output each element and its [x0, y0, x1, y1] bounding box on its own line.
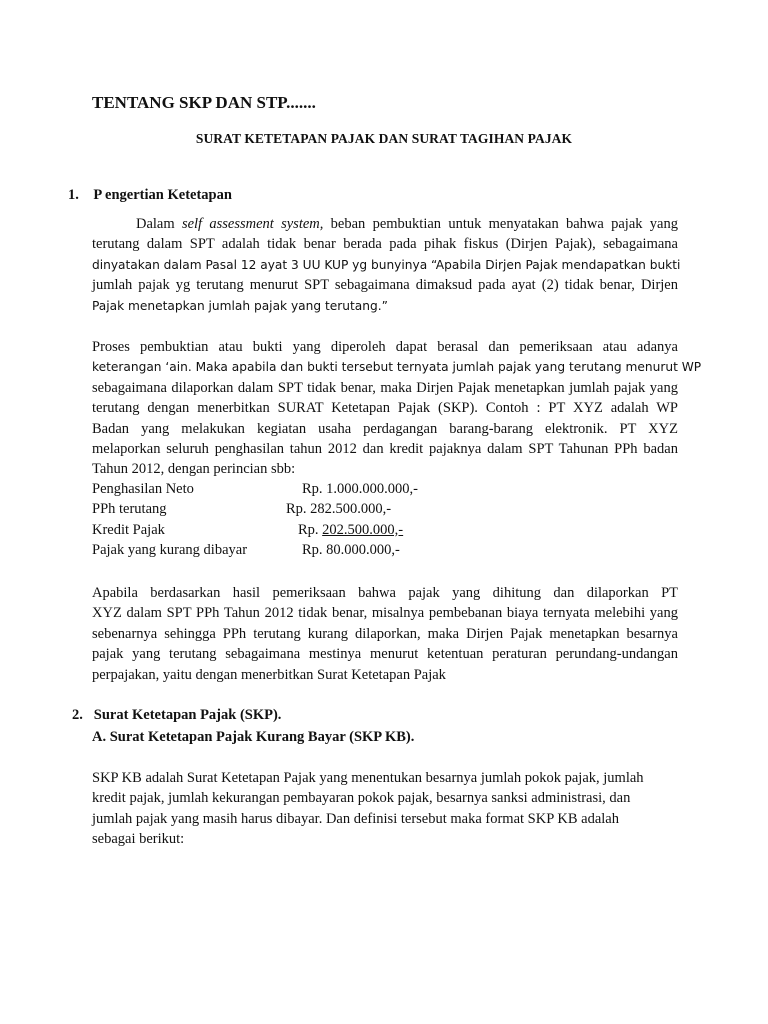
- paragraph-line: keterangan ‘ain. Maka apabila dan bukti tersebut ternyata jumlah pajak yang terutang menurut WP: [92, 360, 702, 375]
- section-2-title: Surat Ketetapan Pajak (SKP).: [93, 707, 282, 723]
- section-1-title: P engertian Ketetapan: [93, 187, 232, 203]
- paragraph-2: [92, 337, 702, 480]
- section-2-number: 2.: [72, 707, 83, 723]
- paragraph-line: XYZ dalam SPT PPh Tahun 2012 tidak benar, misalnya pembebanan biaya ternyata melebihi yang: [92, 605, 678, 622]
- paragraph-line: Pajak menetapkan jumlah pajak yang terutang.”: [92, 298, 388, 313]
- paragraph-3: [92, 583, 678, 685]
- financial-value: Rp. 1.000.000.000,-: [302, 481, 419, 497]
- paragraph-line: kredit pajak, jumlah kekurangan pembayaran pokok pajak, besarnya sanksi administrasi, dan: [92, 790, 631, 807]
- paragraph-4: [92, 768, 678, 850]
- financial-label: Penghasilan Neto: [92, 481, 194, 497]
- financial-row: [92, 501, 492, 521]
- financial-value: Rp. 202.500.000,-: [298, 521, 404, 538]
- paragraph-line: jumlah pajak yang masih harus dibayar. Dan definisi tersebut maka format SKP KB adalah: [92, 810, 619, 827]
- paragraph-line: terutang dalam SPT adalah tidak benar berada pada pihak fiskus (Dirjen Pajak), sebagaimana: [92, 236, 678, 253]
- financial-value: Rp. 282.500.000,-: [286, 501, 392, 518]
- financial-value: Rp. 80.000.000,-: [302, 542, 400, 559]
- paragraph-line: SKP KB adalah Surat Ketetapan Pajak yang menentukan besarnya jumlah pokok pajak, jumlah: [92, 770, 644, 786]
- italic-term: self assessment system,: [181, 216, 324, 232]
- financial-table: [92, 481, 492, 563]
- section-2a-heading: A. Surat Ketetapan Pajak Kurang Bayar (SKP KB).: [92, 729, 415, 745]
- paragraph-line: dinyatakan dalam Pasal 12 ayat 3 UU KUP yg bunyinya “Apabila Dirjen Pajak mendapatkan bukti: [92, 257, 681, 272]
- paragraph-line: pajak yang terutang sebagaimana mestinya menurut ketentuan peraturan perundang-undangan: [92, 646, 678, 663]
- financial-label: PPh terutang: [92, 501, 167, 518]
- document-title: TENTANG SKP DAN STP.......: [92, 93, 316, 112]
- paragraph-1: [92, 214, 681, 316]
- paragraph-line: sebagaimana dilaporkan dalam SPT tidak benar, maka Dirjen Pajak menetapkan jumlah pajak yang: [92, 379, 678, 396]
- section-1-heading: [68, 187, 232, 204]
- paragraph-line: Apabila berdasarkan hasil pemeriksaan bahwa pajak yang dihitung dan dilaporkan PT: [92, 585, 678, 601]
- paragraph-line: perpajakan, yaitu dengan menerbitkan Surat Ketetapan Pajak: [92, 666, 446, 683]
- financial-row: [92, 522, 492, 542]
- paragraph-line: Badan yang melakukan kegiatan usaha perdagangan barang-barang elektronik. PT XYZ: [92, 420, 678, 437]
- financial-label: Kredit Pajak: [92, 521, 165, 538]
- financial-row: [92, 481, 492, 501]
- paragraph-line: sebagai berikut:: [92, 831, 185, 848]
- paragraph-line: terutang dengan menerbitkan SURAT Ketetapan Pajak (SKP). Contoh : PT XYZ adalah WP: [92, 400, 678, 417]
- paragraph-line: jumlah pajak yg terutang menurut SPT sebagaimana dimaksud pada ayat (2) tidak benar, Dirjen: [92, 277, 678, 294]
- financial-label: Pajak yang kurang dibayar: [92, 542, 248, 559]
- paragraph-line: Proses pembuktian atau bukti yang diperoleh dapat berasal dan pemeriksaan atau adanya: [92, 339, 678, 355]
- section-1-number: 1.: [68, 187, 79, 203]
- paragraph-line: melaporkan seluruh penghasilan tahun 2012 dan kredit pajaknya dalam SPT Tahunan PPh badan: [92, 440, 678, 457]
- section-2-heading: [72, 707, 281, 724]
- paragraph-line: Tahun 2012, dengan perincian sbb:: [92, 461, 296, 478]
- paragraph-line: Dalam self assessment system, beban pembuktian untuk menyatakan bahwa pajak yang: [136, 216, 678, 232]
- paragraph-line: sebenarnya sehingga PPh terutang kurang dilaporkan, maka Dirjen Pajak menetapkan besarnya: [92, 625, 678, 642]
- financial-row: [92, 542, 492, 562]
- document-subtitle: SURAT KETETAPAN PAJAK DAN SURAT TAGIHAN PAJAK: [195, 131, 573, 146]
